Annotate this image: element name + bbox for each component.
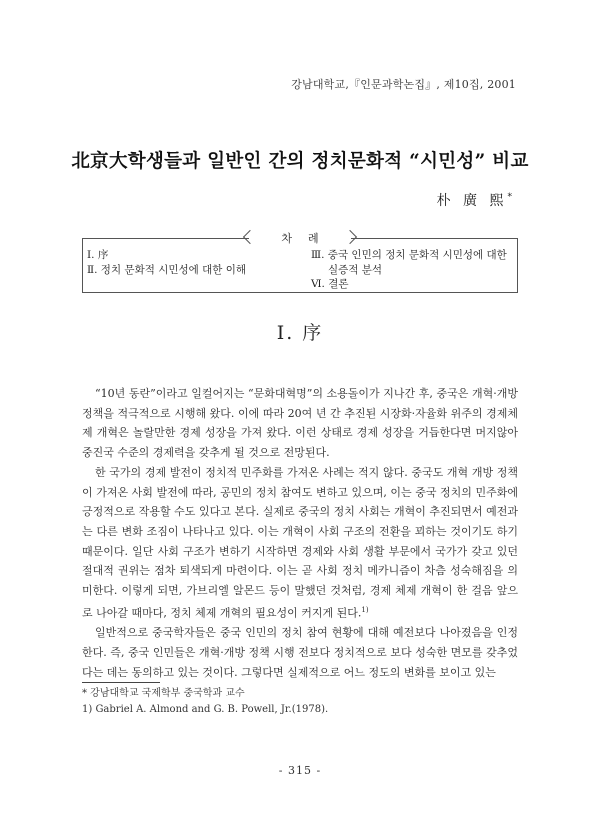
author-footnote-mark: * [507,192,512,203]
paragraph [82,463,518,623]
toc-top-border-right [351,238,517,239]
section-heading: Ⅰ. 序 [276,322,324,344]
footnote-separator [82,682,160,683]
footnote-affiliation: * 강남대학교 국제학부 중국학과 교수 [82,688,245,699]
toc-item: Ⅰ. 序 [87,249,109,261]
toc-item: Ⅱ. 정치 문화적 시민성에 대한 이해 [87,263,247,276]
toc-top-border-left [83,238,249,239]
body-text [82,384,518,682]
toc-column-left [87,248,293,277]
toc-column-right [311,248,515,292]
toc-item: Ⅲ. 중국 인민의 정치 문화적 시민성에 대한 [311,249,507,261]
footnote-citation: 1) Gabriel A. Almond and G. B. Powell, Jr.(1978). [82,704,329,715]
toc-heading: 차례 [241,230,359,246]
paper-title: 北京大학생들과 일반인 간의 정치문화적 “시민성” 비교 [71,151,529,172]
author-name-text: 朴 廣 熙 [436,193,508,209]
paragraph-text: 한 국가의 경제 발전이 정치적 민주화를 가져온 사례는 적지 않다. 중국도 개혁 개방 정책이 가져온 사회 발전에 따라, 공민의 정치 참여도 변하고 있으며, 이는 중국 정치의 민주화에 긍정적으로 작용할 수도 있다고 본다. 실제로 중국의 정치 사회는 개혁이 추진되면서 예전과는 다른 변화 조짐이 나타나고 있다. 이는 개혁이 사회 구조의 전환을 꾀하는 것이기도 하기 때문이다. 일단 사회 구조가 변하기 시작하면 경제와 사회 생활 부문에서 국가가 갖고 있던 절대적 권위는 점차 퇴색되게 마련이다. 이는 곧 사회 정치 메카니즘이 차츰 성숙해짐을 의미한다. 이렇게 되면, 가브리엘 알몬드 등이 말했던 것처럼, 경제 체제 개혁이 한 걸음 앞으로 나아갈 때마다, 정치 체제 개혁의 필요성이 커지게 된다. [82,465,518,620]
table-of-contents [82,232,518,293]
paragraph: “10년 동란”이라고 일컬어지는 “문화대혁명”의 소용돌이가 지나간 후, 중국은 개혁·개방 정책을 적극적으로 시행해 왔다. 이에 따라 20여 년 간 추진된 시장화·자율화 위주의 경제체제 개혁은 놀랄만한 경제 성장을 가져 왔다. 이런 상태로 경제 성장을 거듭한다면 머지않아 중진국 수준의 경제력을 갖추게 될 것으로 전망된다. [82,387,518,460]
footnotes [82,686,518,718]
footnote-ref: 1) [361,605,369,614]
toc-item: 실증적 분석 [328,263,383,276]
author-name [437,190,512,210]
paragraph: 일반적으로 중국학자들은 중국 인민의 정치 참여 현황에 대해 예전보다 나아졌음을 인정한다. 즉, 중국 인민들은 개혁·개방 정책 시행 전보다 정치적으로 보다 성숙한 면모를 갖추었다는 데는 동의하고 있는 것이다. 그렇다면 실제적으로 어느 정도의 변화를 보이고 있는 [82,626,518,679]
toc-item: Ⅵ. 결론 [311,278,349,290]
page-number: - 315 - [278,764,322,777]
journal-citation: 강남대학교,『인문과학논집』, 제10집, 2001 [291,78,516,91]
